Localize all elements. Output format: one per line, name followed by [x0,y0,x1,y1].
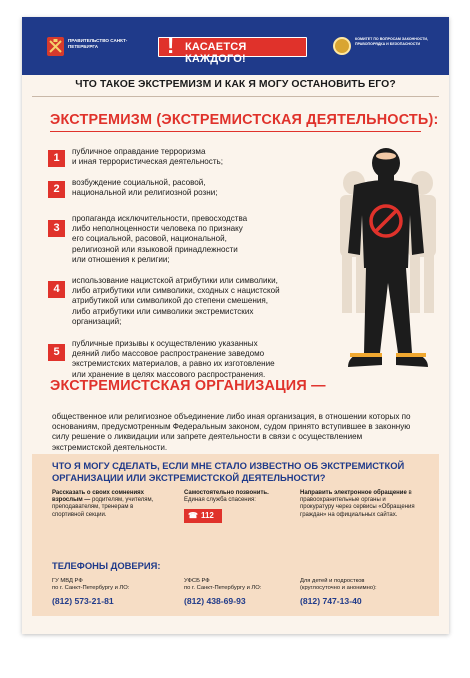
item-number: 5 [48,344,65,361]
banner [158,33,307,65]
trust-lines-title: ТЕЛЕФОНЫ ДОВЕРИЯ: [52,560,161,571]
item-number: 1 [48,150,65,167]
exclamation-icon: ! [167,33,175,58]
help-option-text: родителям, учителям, преподавателям, тренерам в спортивной секции. [52,497,154,518]
help-option-adults [52,490,162,519]
item-text: возбуждение социальной, расовой, национальной или религиозной розни; [72,178,218,198]
banner-text: КАСАЕТСЯ КАЖДОГО! [185,41,247,65]
main-question: ЧТО ТАКОЕ ЭКСТРЕМИЗМ И КАК Я МОГУ ОСТАНОВИТЬ ЕГО? [75,79,396,90]
help-option-title: Направить электронное обращение [300,490,407,496]
divider [32,96,439,97]
item-text: публичные призывы к осуществлению указанных деяний либо массовое распространение заведомо экстремистских материалов, а равно их изготовление или хранение в целях массового распространения. [72,339,275,379]
item-text: пропаганда исключительности, превосходства либо неполноценности человека по признаку его социальной, расовой, национальной, религиозной или языковой принадлежности или отношения к религии; [72,214,248,264]
spb-coat-of-arms-icon [47,37,64,56]
committee-label: КОМИТЕТ ПО ВОПРОСАМ ЗАКОННОСТИ, ПРАВОПОРЯДКА И БЕЗОПАСНОСТИ [355,37,428,46]
trust-line-org: Для детей и подростков (круглосуточно и анонимно): [300,578,377,591]
title-underline [50,131,421,132]
help-option-text: Единая служба спасения: [184,497,256,504]
trust-line-org: ГУ МВД РФ по г. Санкт-Петербургу и ЛО: [52,578,130,591]
emergency-phone-badge[interactable] [184,509,222,523]
organization-definition: общественное или религиозное объединение либо иная организация, в отношении которых по основаниям, предусмотренным Федеральным законом, судом принято вступившее в законную силу решение о ликвидации или запрете деятельности в связи с осуществлением экстремистской деятельности. [52,412,411,452]
masked-figure-illustration [302,143,442,393]
committee-emblem-icon [333,37,351,55]
government-label: ПРАВИТЕЛЬСТВО САНКТ-ПЕТЕРБУРГА [68,38,128,49]
trust-line-phone[interactable]: (812) 438-69-93 [184,596,246,606]
trust-line-org: УФСБ РФ по г. Санкт-Петербургу и ЛО: [184,578,262,591]
help-option-call [184,490,294,504]
item-text: использование нацистской атрибутики или символики, либо атрибутики или символики, сходных с нацистской атрибутикой или символикой до степени смешения, либо атрибутики или символики экстремистских организаций; [72,276,280,326]
item-number: 2 [48,181,65,198]
trust-line-phone[interactable]: (812) 747-13-40 [300,596,362,606]
emergency-phone-number: 112 [200,511,214,520]
trust-line-phone[interactable]: (812) 573-21-81 [52,596,114,606]
extremism-title: ЭКСТРЕМИЗМ (ЭКСТРЕМИСТСКАЯ ДЕЯТЕЛЬНОСТЬ): [50,112,439,128]
help-option-online [300,490,420,519]
item-text: публичное оправдание терроризма и иная террористическая деятельность; [72,147,224,167]
help-option-title: Самостоятельно позвонить. [184,490,269,496]
organization-title: ЭКСТРЕМИСТСКАЯ ОРГАНИЗАЦИЯ — [50,378,326,394]
item-number: 4 [48,281,65,298]
help-option-text: в правоохранительные органы и прокуратуру через сервисы «Обращения граждан» на официальных сайтах. [300,490,415,518]
phone-icon: ☎ [188,511,198,520]
poster [22,17,449,634]
help-option-title: Рассказать о своих сомнениях взрослым — [52,490,144,504]
item-number: 3 [48,220,65,237]
header [22,17,449,75]
help-title: ЧТО Я МОГУ СДЕЛАТЬ, ЕСЛИ МНЕ СТАЛО ИЗВЕСТНО ОБ ЭКСТРЕМИСТКОЙ ОРГАНИЗАЦИИ ИЛИ ЭКСТРЕМИСТСКОЙ ДЕЯТЕЛЬНОСТИ? [52,460,405,483]
